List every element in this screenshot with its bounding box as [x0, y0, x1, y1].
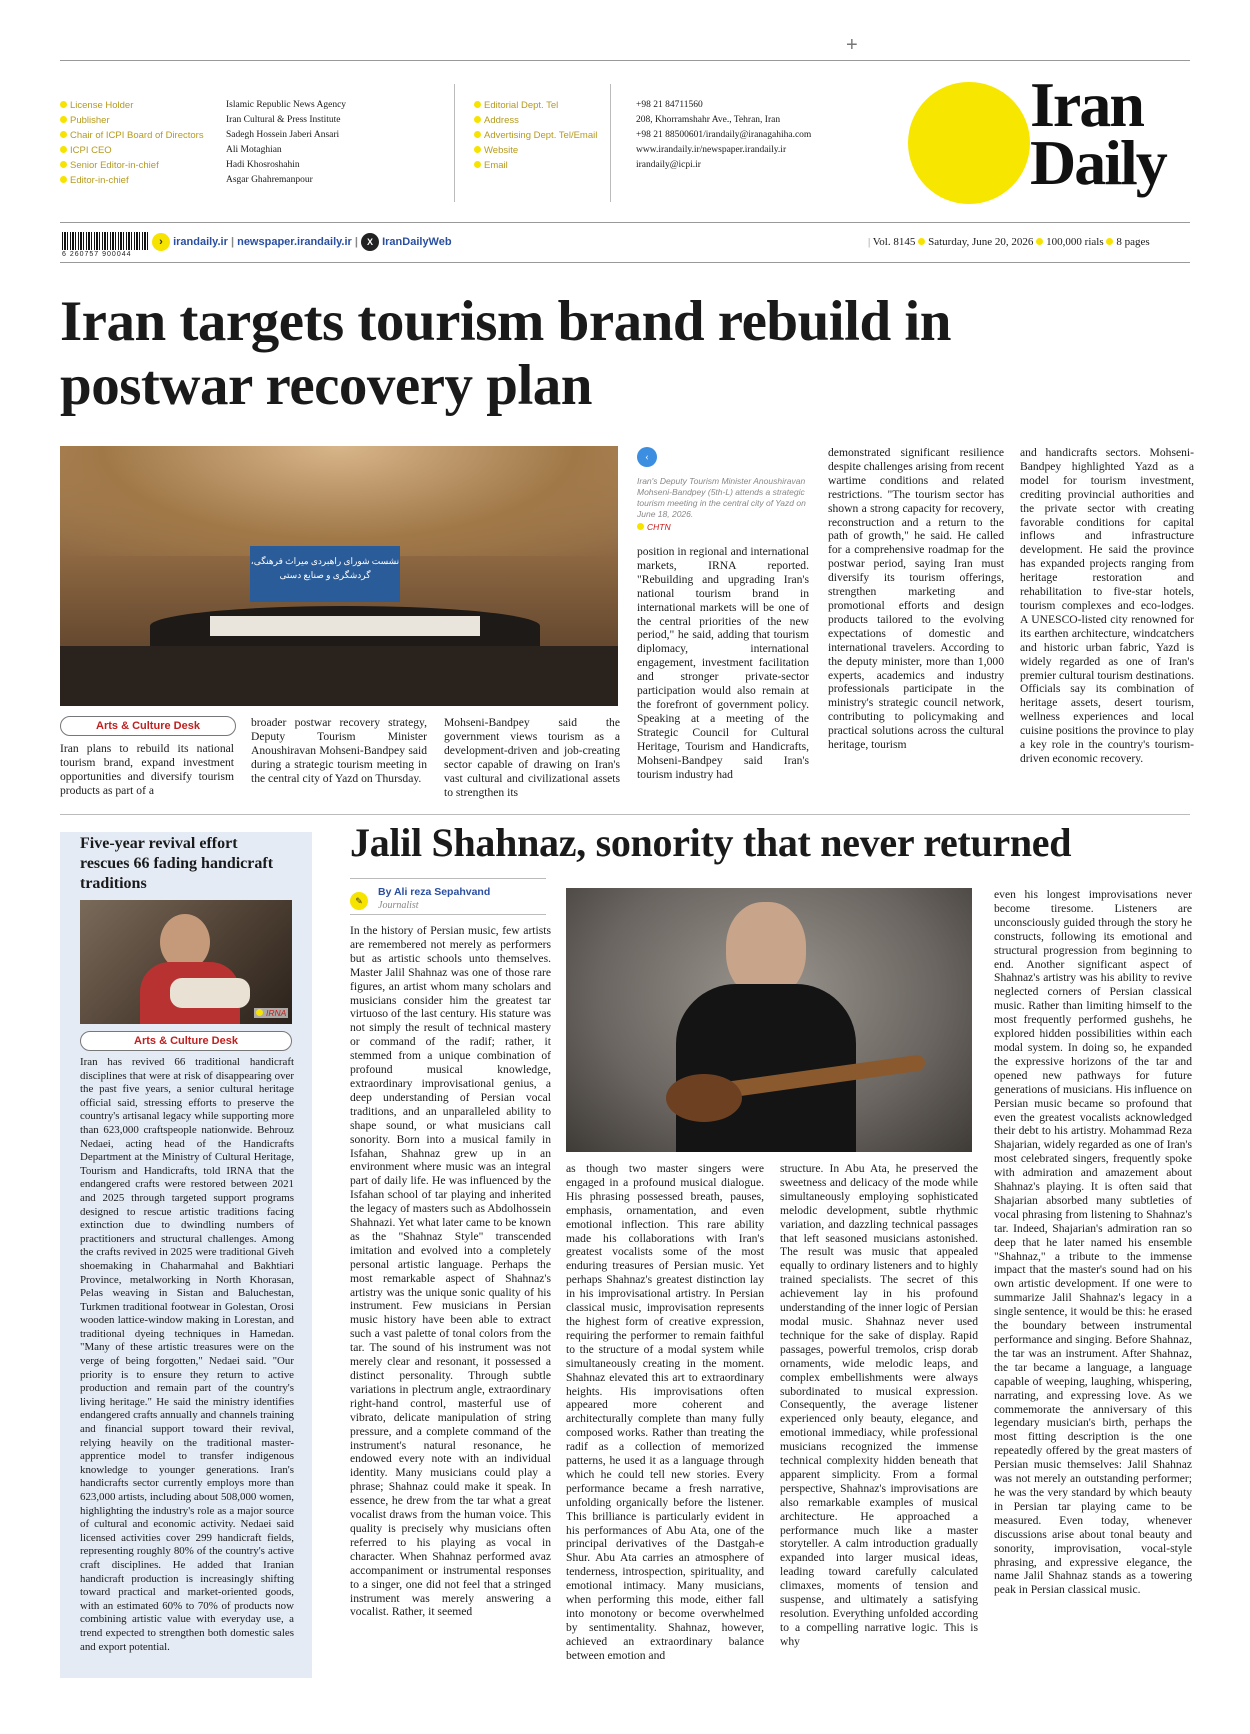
newspaper-link[interactable]: newspaper.irandaily.ir: [237, 235, 352, 248]
site-link[interactable]: irandaily.ir: [173, 235, 228, 248]
masthead-labels-item: Editor-in-chief: [60, 173, 204, 188]
editorial-labels-item: Address: [474, 113, 597, 128]
social-link[interactable]: IranDailyWeb: [382, 235, 452, 248]
bullet-icon: [474, 146, 481, 153]
editorial-values-item: 208, Khorramshahr Ave., Tehran, Iran: [636, 115, 781, 125]
craftsman-photo: [80, 900, 292, 1024]
banner: [250, 546, 400, 602]
lead-col-4: position in regional and international markets, IRNA reported. "Rebuilding and upgrading Iran's national tourism brand in international markets will be one of the central priorities of the new period," he said, adding that tourism diplomacy, international engagement, investment facilitation and stronger private-sector participation would also remain at the forefront of government policy. Speaking at a meeting of the Strategic Council for Cultural Heritage, Tourism and Handicrafts, Mohseni-Bandpey said Iran's tourism industry had: [637, 545, 809, 781]
barcode: [62, 232, 150, 250]
feature-col-4: even his longest improvisations never become tiresome. Listeners are unconsciously guided through the story he constructs, following its emotional and structural progression from beginning to end. Another significant aspect of Shahnaz's artistry was his ability to revive neglected corners of Persian classical music. Rather than limiting himself to the most frequently performed gushehs, he explored hidden possibilities within each modal system. In doing so, he expanded the expressive horizons of the tar and opened new pathways for future generations of musicians. His influence on Persian music became so profound that even the greatest vocalists acknowledged their debt to his artistry. Mohammad Reza Shajarian, widely regarded as one of Iran's most celebrated singers, frequently spoke with admiration and amazement about Shahnaz's playing. It is often said that Shajarian absorbed many subtleties of vocal phrasing from listening to Shahnaz's tar. Indeed, Shajarian's admiration ran so deep that he later named his ensemble "Shahnaz," a tribute to the immense impact that the master's sound had on his own artistic development. If one were to summarize Jalil Shahnaz's legacy in a single sentence, it would be this: he erased the boundary between instrumental performance and singing. Before Shahnaz, the tar was an instrument. After Shahnaz, the tar became a language, a language capable of weeping, laughing, whispering, narrating, and expressing love. As we commemorate the anniversary of this legendary musician's birth, perhaps the most fitting description is the one repeatedly offered by the great masters of Persian music themselves: Jalil Shahnaz was not merely an outstanding performer; he was the very standard by which beauty in Persian tar playing came to be measured. Even today, whenever discussions arise about tonal beauty and sonority, improvisation, vocal-style phrasing, and expressive elegance, the name Jalil Shahnaz stands as a towering peak in Persian classical music.: [994, 888, 1192, 1597]
masthead-labels-item: Publisher: [60, 113, 204, 128]
logo: [1030, 69, 1166, 198]
bullet-icon: [60, 176, 67, 183]
lead-col-2: broader postwar recovery strategy, Deputy Tourism Minister Anoushiravan Mohseni-Bandpey said during a strategic tourism meeting in the central city of Yazd on Thursday.: [251, 716, 427, 785]
masthead-divider-2: [610, 84, 611, 202]
sidebar-desk-badge: Arts & Culture Desk: [80, 1031, 292, 1051]
byline-rule-2: [350, 914, 546, 915]
masthead-divider: [454, 84, 455, 202]
pen-icon: ✎: [350, 892, 368, 910]
masthead-values-item: Iran Cultural & Press Institute: [226, 115, 341, 125]
bullet-icon: [60, 101, 67, 108]
feature-col-1: In the history of Persian music, few artists are remembered not merely as performers but as artistic schools unto themselves. Master Jalil Shahnaz was one of those rare figures, an artist whom many scholars and musicians consider him the greatest tar virtuoso of the last century. His stature was not simply the result of technical mastery or command of the radif; rather, it stemmed from a unique combination of profound musical knowledge, extraordinary improvisational genius, a deep understanding of Persian vocal traditions, and an unparalleled ability to shape sound, or what musicians call sonority. Born into a musical family in Isfahan, Shahnaz grew up in an environment where music was an integral part of daily life. He was influenced by the Isfahan school of tar playing and inherited the legacy of masters such as Abdolhossein Shahnazi. Yet what later came to be known as the "Shahnaz Style" transcended imitation and evolved into a completely personal artistic language. Perhaps the most remarkable aspect of Shahnaz's artistry was the unique sonic quality of his instrument. Few musicians in Persian music history have been able to extract such a vast palette of tonal colors from the tar. The sound of his instrument was not merely clear and resonant, it possessed a distinct personality. Through subtle variations in plectrum angle, extraordinary right-hand control, masterful use of vibrato, delicate manipulation of string pressure, and a complete command of the instrument's natural resonance, he endowed every note with an individual identity. Many musicians could play a phrase; Shahnaz could make it speak. In essence, he drew from the tar what a great vocalist draws from the human voice. This quality is precisely why musicians often referred to his playing as vocal in character. When Shahnaz performed avaz accompaniment or instrumental responses to a singer, one did not feel that a stringed instrument was merely answering a vocalist. Rather, it seemed: [350, 924, 551, 1619]
sidebar-credit: IRNA: [254, 1008, 288, 1018]
byline: By Ali reza Sepahvand: [378, 886, 491, 898]
crop-mark: +: [846, 34, 858, 56]
vault-ceiling: [60, 446, 618, 556]
logo-line-2: Daily: [1030, 127, 1166, 198]
editorial-values-item: www.irandaily.ir/newspaper.irandaily.ir: [636, 145, 787, 155]
byline-rule: [350, 878, 546, 879]
lead-credit: CHTN: [637, 522, 671, 532]
masthead-labels-item: Senior Editor-in-chief: [60, 158, 204, 173]
editorial-values-item: irandaily@icpi.ir: [636, 160, 701, 170]
bullet-icon: [60, 146, 67, 153]
logo-sun: [908, 82, 1030, 204]
editorial-values-item: +98 21 84711560: [636, 100, 703, 110]
bullet-icon: [474, 131, 481, 138]
lead-desk-badge: Arts & Culture Desk: [60, 716, 236, 736]
bullet-icon: [60, 161, 67, 168]
masthead-values: [226, 98, 346, 188]
sidebar-body: Iran has revived 66 traditional handicraft disciplines that were at risk of disappearing over the past five years, a senior cultural heritage official said, stressing efforts to preserve the country's artisanal legacy while supporting more than 623,000 craftspeople nationwide. Behrouz Nedaei, acting head of the Handicrafts Department at the Ministry of Cultural Heritage, Tourism and Handicrafts, told IRNA that the endangered crafts were restored between 2021 and 2025 through targeted support programs designed to rescue artistic traditions facing extinction due to dwindling numbers of practitioners and structural challenges. Among the crafts revived in 2025 were traditional Giveh shoemaking in Chaharmahal and Bakhtiari Province, metalworking in North Khorasan, Pelas weaving in Sistan and Baluchestan, Turkmen traditional footwear in Golestan, Orosi wooden lattice-window making in Lorestan, and traditional dyeing techniques in Hamedan. "Many of these artistic treasures were on the verge of being forgotten," Nedaei said. "Our priority is to ensure they return to active production and remain part of the country's living heritage." He said the ministry identifies endangered crafts annually and channels training and financial support toward their revival, relying heavily on the traditional master-apprentice model to transfer indigenous knowledge to younger generations. Iran's handicrafts sector currently employs more than 623,000 artists, including about 508,000 women, highlighting the industry's role as a major source of cultural and economic activity. Nedaei said licensed activities cover 299 handicraft fields, representing roughly 80% of the country's active craft disciplines. He added that Iranian handicraft production is increasingly shifting toward practical and market-oriented goods, with an estimated 60% to 70% of products now combining artistic value with everyday use, a trend expected to strengthen both domestic sales and export potential.: [80, 1056, 294, 1653]
masthead-values-item: Ali Motaghian: [226, 145, 282, 155]
table-cloth: [210, 616, 480, 636]
bullet-icon: [474, 116, 481, 123]
price: 100,000 rials: [1046, 236, 1104, 248]
arrow-right-icon: ›: [152, 233, 170, 251]
lead-caption: Iran's Deputy Tourism Minister Anoushiravan Mohseni-Bandpey (5th-L) attends a strategic tourism meeting in the central city of Yazd on June 18, 2026.: [637, 476, 806, 519]
sidebar-headline: Five-year revival effort rescues 66 fading handicraft traditions: [80, 835, 274, 892]
bullet-icon: [60, 116, 67, 123]
masthead-values-item: Asgar Ghahremanpour: [226, 175, 313, 185]
bullet-icon: [60, 131, 67, 138]
foreground-crowd: [60, 646, 618, 706]
feature-col-3: structure. In Abu Ata, he preserved the sweetness and delicacy of the mode while simultaneously employing sophisticated melodic development, subtle rhythmic variation, and dazzling technical passages that left seasoned musicians astonished. The result was music that appealed equally to ordinary listeners and to highly trained specialists. The secret of this achievement lay in his profound understanding of the inner logic of Persian modal music. Shahnaz never used technique for the sake of display. Rapid passages, powerful tremolos, crisp dorab ornaments, wide melodic leaps, and complex embellishments were always subordinated to musical expression. Consequently, the average listener experienced only beauty, elegance, and emotional immediacy, while professional musicians recognized the immense technical complexity hidden beneath that apparent simplicity. From a formal perspective, Shahnaz's improvisations are also remarkable examples of musical architecture. He approached a performance much like a master storyteller. A calm introduction gradually expanded into larger musical ideas, leading toward carefully calculated climaxes, moments of tension and suspense, and ultimately a satisfying resolution. Everything unfolded according to a compelling narrative logic. This is why: [780, 1162, 978, 1648]
giveh-shoe: [170, 978, 250, 1008]
x-icon: X: [361, 233, 379, 251]
masthead-values-item: Hadi Khosroshahin: [226, 160, 300, 170]
lead-col-1: Iran plans to rebuild its national tourism brand, expand investment opportunities and diversify tourism products as part of a: [60, 742, 234, 797]
barcode-number: 6 260757 900044: [62, 251, 132, 258]
editorial-labels-item: Advertising Dept. Tel/Email: [474, 128, 597, 143]
masthead-labels: [60, 98, 204, 188]
lead-col-6: and handicrafts sectors. Mohseni-Bandpey highlighted Yazd as a model for tourism investment, crediting provincial authorities and the private sector with creating favorable conditions for capital inflows and infrastructure development. He said the province has expanded projects ranging from heritage restoration and rehabilitation to five-star hotels, tourism complexes and eco-lodges. A UNESCO-listed city renowned for its earthen architecture, windcatchers and historic urban fabric, Yazd is widely regarded as one of Iran's premier cultural tourism destinations. Officials say its combination of heritage assets, desert tourism, wellness experiences and local cuisine positions the province to play a key role in the country's tourism-driven economic recovery.: [1020, 446, 1194, 765]
masthead-labels-item: Chair of ICPI Board of Directors: [60, 128, 204, 143]
jalil-shahnaz-photo: [566, 888, 972, 1152]
top-rule: [60, 60, 1190, 61]
masthead-labels-item: License Holder: [60, 98, 204, 113]
tar-body: [666, 1074, 742, 1122]
volume: Vol. 8145: [872, 236, 916, 248]
lead-col-5: demonstrated significant resilience despite challenges arising from recent wartime conditions and related restrictions. "The tourism sector has shown a strong capacity for recovery, reconstruction and a return to the path of growth," he said. He called for a comprehensive roadmap for the postwar period, saying Iran must diversify its tourism offerings, strengthen marketing and promotional efforts and design products tailored to the evolving expectations of domestic and international travelers. According to the deputy minister, more than 1,000 experts, academics and industry professionals participate in the ministry's strategic council network, contributing to policymaking and practical solutions across the cultural heritage, tourism: [828, 446, 1004, 752]
feature-headline: Jalil Shahnaz, sonority that never returned: [350, 820, 1072, 865]
tourism-meeting-photo: [60, 446, 618, 706]
editorial-labels: [474, 98, 597, 173]
bullet-icon: [474, 161, 481, 168]
logo-line-1: Iran: [1030, 69, 1143, 140]
lead-col-3: Mohseni-Bandpey said the government views tourism as a development-driven and job-creating sector capable of drawing on Iran's vast cultural and civilizational assets to strengthen its: [444, 716, 620, 799]
infobar-rule: [60, 262, 1190, 263]
banner-text: نشست شورای راهبردی میراث فرهنگی، گردشگری و صنایع دستی: [250, 556, 400, 580]
editorial-values-item: +98 21 88500601/irandaily@iranagahiha.com: [636, 130, 812, 140]
editorial-labels-item: Email: [474, 158, 597, 173]
editorial-labels-item: Editorial Dept. Tel: [474, 98, 597, 113]
feature-col-2: as though two master singers were engaged in a profound musical dialogue. His phrasing possessed breath, pauses, emphasis, ornamentation, and even emotional inflection. This rare ability made his collaborations with Iran's greatest vocalists some of the most enduring treasures of Persian music. Yet perhaps Shahnaz's greatest distinction lay in his improvisational artistry. In Persian classical music, improvisation represents the highest form of creative expression, requiring the performer to remain faithful to the structure of a modal system while simultaneously creating in the moment. Shahnaz elevated this art to extraordinary heights. His improvisations often appeared more coherent and architecturally complete than many fully composed works. Rather than treating the radif as a collection of memorized patterns, he used it as a language through which he could tell new stories. Every performance became a fresh narrative, unfolding organically before the listener. This brilliance is particularly evident in his performances of Abu Ata, one of the principal derivatives of the Dastgah-e Shur. Abu Ata carries an atmosphere of tenderness, introspection, spirituality, and emotional intimacy. Many musicians, when performing this mode, either fall into monotony or become overwhelmed by sentimentality. Shahnaz, however, achieved an extraordinary balance between emotion and: [566, 1162, 764, 1662]
editorial-values: [636, 98, 811, 173]
masthead-labels-item: ICPI CEO: [60, 143, 204, 158]
masthead-rule: [60, 222, 1190, 223]
masthead-values-item: Islamic Republic News Agency: [226, 100, 347, 110]
section-rule: [60, 814, 1190, 815]
lead-headline: Iran targets tourism brand rebuild in postwar recovery plan: [60, 290, 951, 417]
byline-role: Journalist: [378, 900, 419, 911]
page-count: 8 pages: [1116, 236, 1150, 248]
web-links: › irandaily.ir | newspaper.irandaily.ir | X IranDailyWeb: [152, 233, 452, 251]
issue-date: Saturday, June 20, 2026: [928, 236, 1034, 248]
masthead-values-item: Sadegh Hossein Jaberi Ansari: [226, 130, 340, 140]
bullet-icon: [474, 101, 481, 108]
issue-info: | Vol. 8145 Saturday, June 20, 2026 100,000 rials 8 pages: [868, 236, 1150, 248]
chevron-left-icon: ‹: [637, 447, 657, 467]
editorial-labels-item: Website: [474, 143, 597, 158]
